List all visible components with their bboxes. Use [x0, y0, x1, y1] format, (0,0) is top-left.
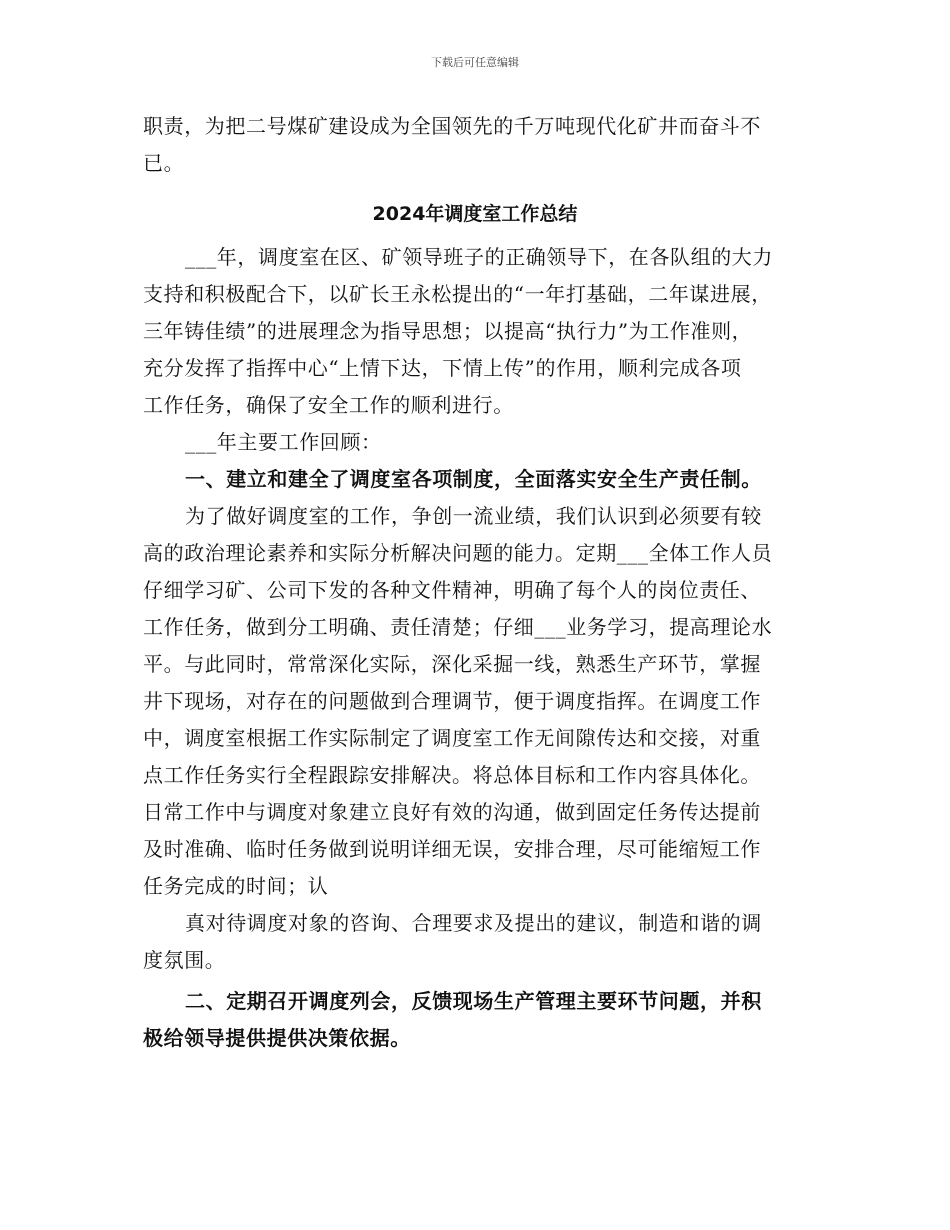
section-1-paragraph	[143, 498, 807, 905]
section-heading-2	[143, 983, 807, 1057]
text-line: 度氛围。	[143, 948, 226, 972]
text-line: 平。与此同时，常常深化实际，深化采掘一线，熟悉生产环节，掌握	[143, 652, 761, 676]
section-1-continuation	[143, 905, 807, 979]
text-line: 任务完成的时间；认	[143, 874, 329, 898]
text-line: 及时准确、临时任务做到说明详细无误，安排合理，尽可能缩短工作	[143, 837, 761, 861]
text-line: 三年铸佳绩”的进展理念为指导思想；以提高“执行力”为工作准则，	[143, 319, 753, 343]
text-line: 支持和积极配合下，以矿长王永松提出的“一年打基础，二年谋进展，	[143, 282, 772, 306]
text-line: 已。	[143, 151, 185, 175]
section-heading-1: 一、建立和建全了调度室各项制度，全面落实安全生产责任制。	[185, 467, 762, 491]
text-line: 充分发挥了指挥中心“上情下达，下情上传”的作用，顺利完成各项	[143, 356, 742, 380]
text-line: 极给领导提供提供决策依据。	[143, 1026, 411, 1050]
text-line: ___年，调度室在区、矿领导班子的正确领导下，在各队组的大力	[185, 245, 773, 269]
text-line: 工作任务，做到分工明确、责任清楚；仔细___业务学习，提高理论水	[143, 615, 773, 639]
review-heading: ___年主要工作回顾：	[185, 430, 382, 454]
intro-paragraph	[143, 239, 807, 424]
text-line: 职责，为把二号煤矿建设成为全国领先的千万吨现代化矿井而奋斗不	[143, 114, 761, 138]
text-line: 井下现场，对存在的问题做到合理调节，便于调度指挥。在调度工作	[143, 689, 761, 713]
text-line: 二、定期召开调度列会，反馈现场生产管理主要环节问题，并积	[185, 989, 762, 1013]
carryover-paragraph	[143, 108, 807, 182]
text-line: 仔细学习矿、公司下发的各种文件精神，明确了每个人的岗位责任、	[143, 578, 761, 602]
text-line: 工作任务，确保了安全工作的顺利进行。	[143, 393, 514, 417]
page-header-note: 下载后可任意编辑	[431, 56, 519, 69]
text-line: 为了做好调度室的工作，争创一流业绩，我们认识到必须要有较	[185, 504, 762, 528]
text-line: 点工作任务实行全程跟踪安排解决。将总体目标和工作内容具体化。	[143, 763, 761, 787]
document-body	[143, 108, 807, 1057]
text-line: 日常工作中与调度对象建立良好有效的沟通，做到固定任务传达提前	[143, 800, 761, 824]
text-line: 中，调度室根据工作实际制定了调度室工作无间隙传达和交接，对重	[143, 726, 761, 750]
document-title: 2024年调度室工作总结	[372, 203, 578, 225]
text-line: 真对待调度对象的咨询、合理要求及提出的建议，制造和谐的调	[185, 911, 762, 935]
text-line: 高的政治理论素养和实际分析解决问题的能力。定期___全体工作人员	[143, 541, 773, 565]
